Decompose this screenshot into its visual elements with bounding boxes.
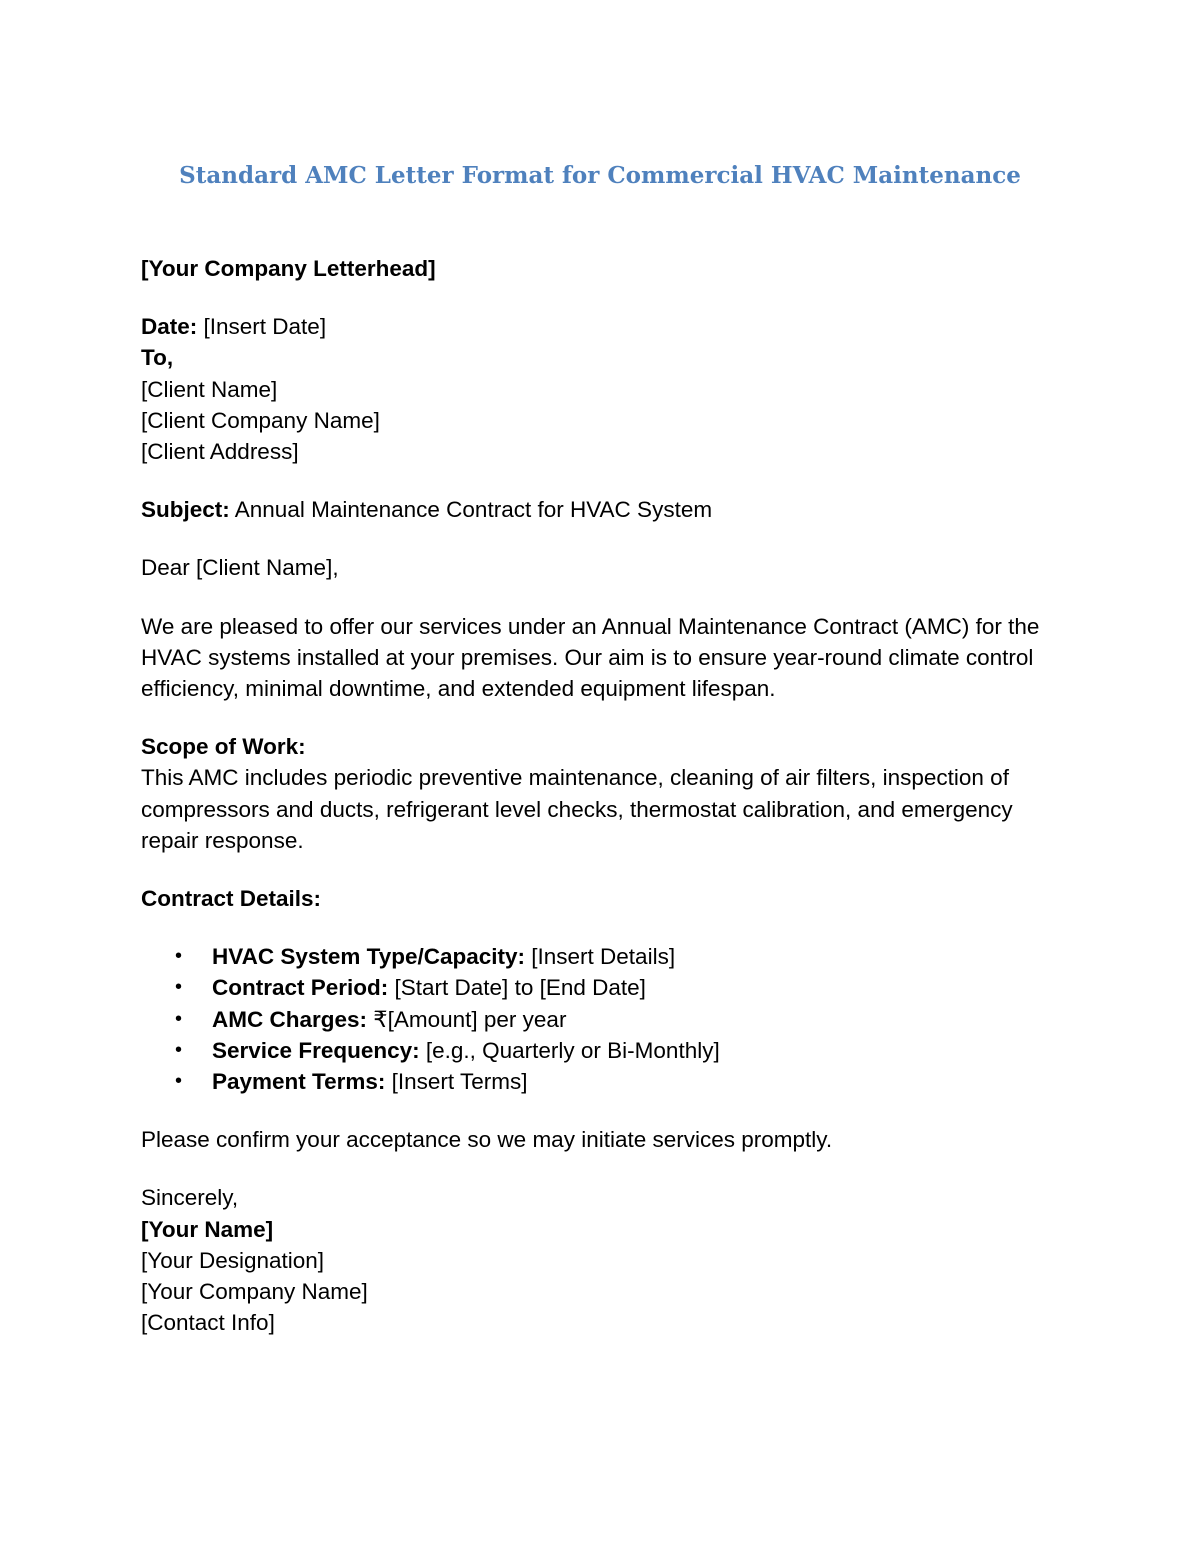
contract-heading-text: Contract Details: — [141, 886, 322, 912]
client-address: [Client Address] — [141, 439, 299, 465]
detail-value: ₹[Amount] per year — [367, 1006, 567, 1032]
letterhead-text: [Your Company Letterhead] — [141, 256, 436, 281]
address-block — [141, 311, 1061, 467]
bullet-icon: • — [175, 1007, 183, 1030]
intro-paragraph: We are pleased to offer our services under an Annual Maintenance Contract (AMC) for the HVAC systems installed at your premises. Our aim is to ensure year-round climate control efficiency, minimal downtime, and extended equipment lifespan. — [141, 613, 1040, 702]
scope-text: This AMC includes periodic preventive maintenance, cleaning of air filters, inspection of compressors and ducts, refrigerant level checks, thermostat calibration, and emergency repair response. — [141, 765, 1013, 853]
date-value: [Insert Date] — [197, 314, 327, 340]
detail-label: Contract Period: — [212, 975, 389, 1001]
list-item — [141, 1004, 1061, 1035]
subject-value: Annual Maintenance Contract for HVAC System — [229, 497, 713, 523]
to-line — [141, 342, 1061, 373]
document-title: Standard AMC Letter Format for Commercial HVAC Maintenance — [179, 162, 1021, 189]
detail-label: AMC Charges: — [212, 1006, 368, 1032]
detail-label: HVAC System Type/Capacity: — [212, 944, 526, 970]
signer-name: [Your Name] — [141, 1216, 274, 1242]
detail-label: Payment Terms: — [212, 1069, 386, 1095]
salutation: Dear [Client Name], — [141, 555, 339, 581]
contract-details-list — [141, 941, 1061, 1097]
bullet-icon: • — [175, 1038, 183, 1061]
closing-word: Sincerely, — [141, 1185, 239, 1211]
contract-heading — [141, 883, 1061, 914]
scope-heading: Scope of Work: — [141, 734, 306, 760]
to-label: To, — [141, 345, 174, 371]
date-line — [141, 311, 1061, 342]
detail-value: [Insert Details] — [525, 944, 676, 970]
list-item — [141, 972, 1061, 1003]
detail-value: [Insert Terms] — [385, 1069, 528, 1095]
detail-value: [Start Date] to [End Date] — [388, 975, 646, 1001]
detail-label: Service Frequency: — [212, 1037, 420, 1063]
closing-request: Please confirm your acceptance so we may initiate services promptly. — [141, 1127, 833, 1153]
list-item — [141, 941, 1061, 972]
list-item — [141, 1035, 1061, 1066]
letterhead — [141, 253, 1061, 284]
signer-designation: [Your Designation] — [141, 1247, 325, 1273]
date-label: Date: — [141, 314, 198, 340]
subject-line — [141, 494, 1061, 525]
client-name: [Client Name] — [141, 376, 278, 402]
signature-block — [141, 1182, 1061, 1338]
bullet-icon: • — [175, 1070, 183, 1093]
scope-section — [141, 731, 1061, 856]
subject-label: Subject: — [141, 497, 230, 523]
client-company: [Client Company Name] — [141, 407, 380, 433]
bullet-icon: • — [175, 976, 183, 999]
signer-company: [Your Company Name] — [141, 1279, 368, 1305]
letter-body — [141, 253, 1061, 1365]
signer-contact: [Contact Info] — [141, 1310, 275, 1336]
detail-value: [e.g., Quarterly or Bi-Monthly] — [419, 1037, 720, 1063]
bullet-icon: • — [175, 945, 183, 968]
list-item — [141, 1066, 1061, 1097]
